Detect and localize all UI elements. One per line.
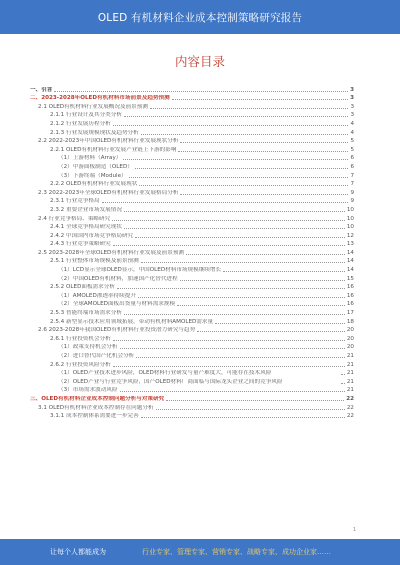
toc-entry-label: 2.1.1 行业设计及其分类分析 [50,112,122,119]
toc-title: 内容目录 [174,54,225,69]
report-header [0,0,400,34]
toc-dot-leader [120,348,345,349]
toc-entry-label: （3）市场需求波动风险 [58,387,118,394]
toc-dot-leader [180,194,348,195]
toc-entry[interactable] [28,376,354,385]
toc-entry-label: （2）中国OLED有机材料，加速国产化替代进程 [58,275,178,282]
toc-dot-leader [141,134,349,135]
toc-entry-label: 2.6.1 行业投资机会分析 [50,335,111,342]
toc-entry-page: 4 [350,129,354,136]
toc-entry[interactable] [28,136,354,145]
toc-entry[interactable] [28,213,354,222]
toc-entry-label: 2.3.2 重要企业市场发展情况 [50,206,122,213]
toc-entry-page: 9 [350,198,354,205]
toc-entry-page: 20 [346,335,354,342]
toc-entry-page: 21 [346,370,354,377]
toc-dot-leader [129,177,349,178]
toc-dot-leader [178,151,348,152]
toc-entry-label: 2.5.1 行业整体市场规模及前景预测 [50,258,139,265]
toc-dot-leader [113,245,345,246]
toc-entry[interactable] [28,385,354,394]
toc-dot-leader [223,271,345,272]
toc-entry[interactable] [28,239,354,248]
toc-entry-label: 2.4.3 行业竞争策略研究 [50,241,111,248]
toc-entry-page: 16 [346,301,354,308]
toc-entry-label: 2.3 2022-2023年全球OLED有机材料行业发展格局分析 [38,189,179,196]
toc-entry[interactable] [28,342,354,351]
report-title: OLED 有机材料企业成本控制策略研究报告 [97,11,303,24]
toc-entry[interactable] [28,393,354,402]
toc-entry-page: 6 [350,155,354,162]
toc-entry[interactable] [28,222,354,231]
toc-entry[interactable] [28,101,354,110]
footer-slogan-right: 行业专家、管理专家、营销专家、战略专家、成功企业家…… [142,548,331,556]
toc-entry-label: 2.6 2023-2028年我国OLED有机材料行业投资潜力研究与趋势 [38,327,196,334]
toc-entry[interactable] [28,170,354,179]
toc-entry[interactable] [28,359,354,368]
toc-entry-page: 3 [350,112,354,119]
toc-entry[interactable] [28,325,354,334]
toc-entry[interactable] [28,307,354,316]
toc-entry-label: 2.2 2022-2023年中国OLED有机材料行业发展现状分析 [38,138,179,145]
toc-dot-leader [139,185,348,186]
toc-entry-page: 3 [350,86,354,93]
toc-dot-leader [136,357,345,358]
toc-dot-leader [141,262,345,263]
page-number: 1 [352,527,356,533]
toc-entry[interactable] [28,256,354,265]
toc-entry-page: 17 [346,310,354,317]
toc-dot-leader [112,220,345,221]
toc-entry[interactable] [28,368,354,377]
toc-entry-page: 10 [346,206,354,213]
toc-entry-label: 3.1.1 成本控制体系需要进一步完善 [50,413,139,420]
toc-entry[interactable] [28,273,354,282]
toc-entry-label: （1）政策支持机会分析 [58,344,118,351]
toc-entry-label: 2.2.2 OLED有机材料行业发展现状 [50,181,138,188]
toc-entry-label: （2）进口替代国产化机会分析 [58,353,135,359]
toc-entry-label: 一、引言 [30,86,53,93]
toc-entry-label: 2.4.1 全球竞争格局研究现状 [50,224,122,231]
toc-entry[interactable] [28,93,354,102]
toc-entry[interactable] [28,196,354,205]
toc-entry-label: （2）全球AMOLED面板出货量与材料需求规模 [58,301,176,308]
toc-dot-leader [180,142,348,143]
toc-entry-page: 12 [346,232,354,239]
toc-dot-leader [135,168,349,169]
toc-entry-page: 7 [350,181,354,188]
toc-dot-leader [113,366,345,367]
toc-dot-leader [166,400,344,401]
toc-entry-page: 5 [350,138,354,145]
toc-entry-page: 22 [346,413,354,420]
toc-entry-page: 10 [346,224,354,231]
toc-entry[interactable] [28,316,354,325]
toc-dot-leader [177,305,345,306]
toc-entry-label: （1）LCD显示全球OLED显示，中国OLED材料市场规模继续增长 [58,267,222,274]
toc-entry-page: 13 [346,241,354,248]
toc-entry-page: 5 [350,146,354,153]
toc-entry-label: 2.6.2 行业投资风险分析 [50,361,111,368]
toc-entry[interactable] [28,333,354,342]
toc-dot-leader [124,228,345,229]
toc-dot-leader [123,159,348,160]
toc-entry-page: 14 [346,249,354,256]
toc-dot-leader [124,314,345,315]
toc-entry[interactable] [28,411,354,420]
toc-entry[interactable] [28,350,354,359]
toc-entry[interactable] [28,282,354,291]
toc-entry-label: （2）中游面板制造（OLED） [58,163,133,170]
toc-entry-label: 2.5 2023-2028年全球OLED有机材料行业发展及前景预测 [38,249,185,256]
toc-entry-page: 9 [350,189,354,196]
toc-dot-leader [120,391,345,392]
toc-entry-page: 18 [346,318,354,325]
toc-entry-page: 14 [346,267,354,274]
toc-entry[interactable] [28,204,354,213]
toc-entry[interactable] [28,230,354,239]
toc-dot-leader [113,340,345,341]
toc-entry-label: 2.2.1 OLED有机材料行业发展产业链上下游的影响 [50,146,177,153]
toc-dot-leader [117,288,345,289]
toc-entry[interactable] [28,179,354,188]
toc-entry[interactable] [28,290,354,299]
toc-entry-page: 6 [350,163,354,170]
toc-entry-page: 14 [346,258,354,265]
toc-entry-label: 三、OLED有机材料企业成本控制问题分析与对策研究 [30,395,165,402]
toc-entry[interactable] [28,299,354,308]
toc-entry-label: 3.1 OLED有机材料企业成本控制存在问题分析 [38,404,154,411]
toc-entry[interactable] [28,144,354,153]
toc-entry[interactable] [28,127,354,136]
toc-entry[interactable] [28,84,354,93]
toc-entry-label: （1）上游材料（Array） [58,155,122,162]
toc-dot-leader [180,280,345,281]
toc-dot-leader [138,297,345,298]
toc-entry[interactable] [28,187,354,196]
toc-dot-leader [186,254,345,255]
toc-entry-page: 20 [346,327,354,334]
toc-dot-leader [150,108,348,109]
toc-entry-label: 2.4.2 中国国内市场竞争格局研究 [50,232,134,239]
toc-entry[interactable] [28,247,354,256]
toc-dot-leader [215,323,345,324]
footer-slogan-left: 让每个人都能成为 [50,548,106,556]
toc-entry-page: 21 [346,378,354,385]
toc-dot-leader [172,99,348,100]
table-of-contents [28,84,354,419]
toc-entry-page: 10 [346,215,354,222]
toc-entry-label: （2）OLED产业与行业竞争风险，国产OLED材料厂商面临与国际龙头企业之间的竞争风险 [58,378,283,385]
toc-entry-page: 7 [350,172,354,179]
toc-entry-label: 2.1 OLED有机材料行业发展概况及前景预测 [38,103,148,110]
toc-entry-label: 2.5.2 OLED面板需求分析 [50,284,115,291]
toc-entry-page: 3 [350,103,354,110]
toc-entry[interactable] [28,153,354,162]
report-footer [0,539,400,565]
toc-entry-page: 21 [346,387,354,394]
toc-entry-label: 2.1.2 行业发展历程分析 [50,120,111,127]
toc-entry-page: 22 [346,404,354,411]
toc-entry-label: （1）AMOLED渗透率持续提升 [58,292,136,299]
toc-entry[interactable] [28,264,354,273]
toc-entry-page: 4 [350,120,354,127]
toc-dot-leader [113,125,349,126]
toc-dot-leader [197,331,345,332]
toc-entry[interactable] [28,118,354,127]
toc-entry[interactable] [28,161,354,170]
toc-dot-leader [156,409,345,410]
toc-entry[interactable] [28,110,354,119]
toc-entry-page: 21 [346,361,354,368]
toc-entry-label: （3）下游终端（Module） [58,172,127,179]
toc-dot-leader [341,374,345,375]
toc-entry-page: 16 [346,292,354,299]
toc-dot-leader [341,383,345,384]
toc-entry-label: 2.5.4 新型显示技术应用领域拓展，带动有机材料AMOLED需求量 [50,318,214,325]
toc-dot-leader [102,202,349,203]
toc-entry-label: 2.5.3 智能终端市场需求分析 [50,310,122,317]
toc-entry-page: 15 [346,275,354,282]
toc-entry-page: 16 [346,284,354,291]
toc-dot-leader [54,91,348,92]
toc-dot-leader [124,116,348,117]
toc-entry-label: （1）OLED产业技术进步风险，OLED材料行业研发与量产难度大，可能存在技术风险 [58,370,272,377]
toc-entry-label: 二、2023-2028年OLED有机材料市场前景及趋势预测 [30,95,170,102]
toc-dot-leader [124,211,345,212]
toc-entry[interactable] [28,402,354,411]
toc-dot-leader [135,237,345,238]
toc-entry-page: 22 [346,395,354,402]
toc-entry-label: 2.1.3 行业发展规模现状及趋势分析 [50,129,139,136]
toc-entry-page: 21 [346,353,354,359]
toc-entry-page: 3 [350,95,354,102]
toc-entry-label: 2.4 行业竞争格局、策略研究 [38,215,111,222]
toc-entry-label: 2.3.1 行业竞争格局 [50,198,100,205]
toc-entry-page: 20 [346,344,354,351]
toc-dot-leader [141,417,345,418]
